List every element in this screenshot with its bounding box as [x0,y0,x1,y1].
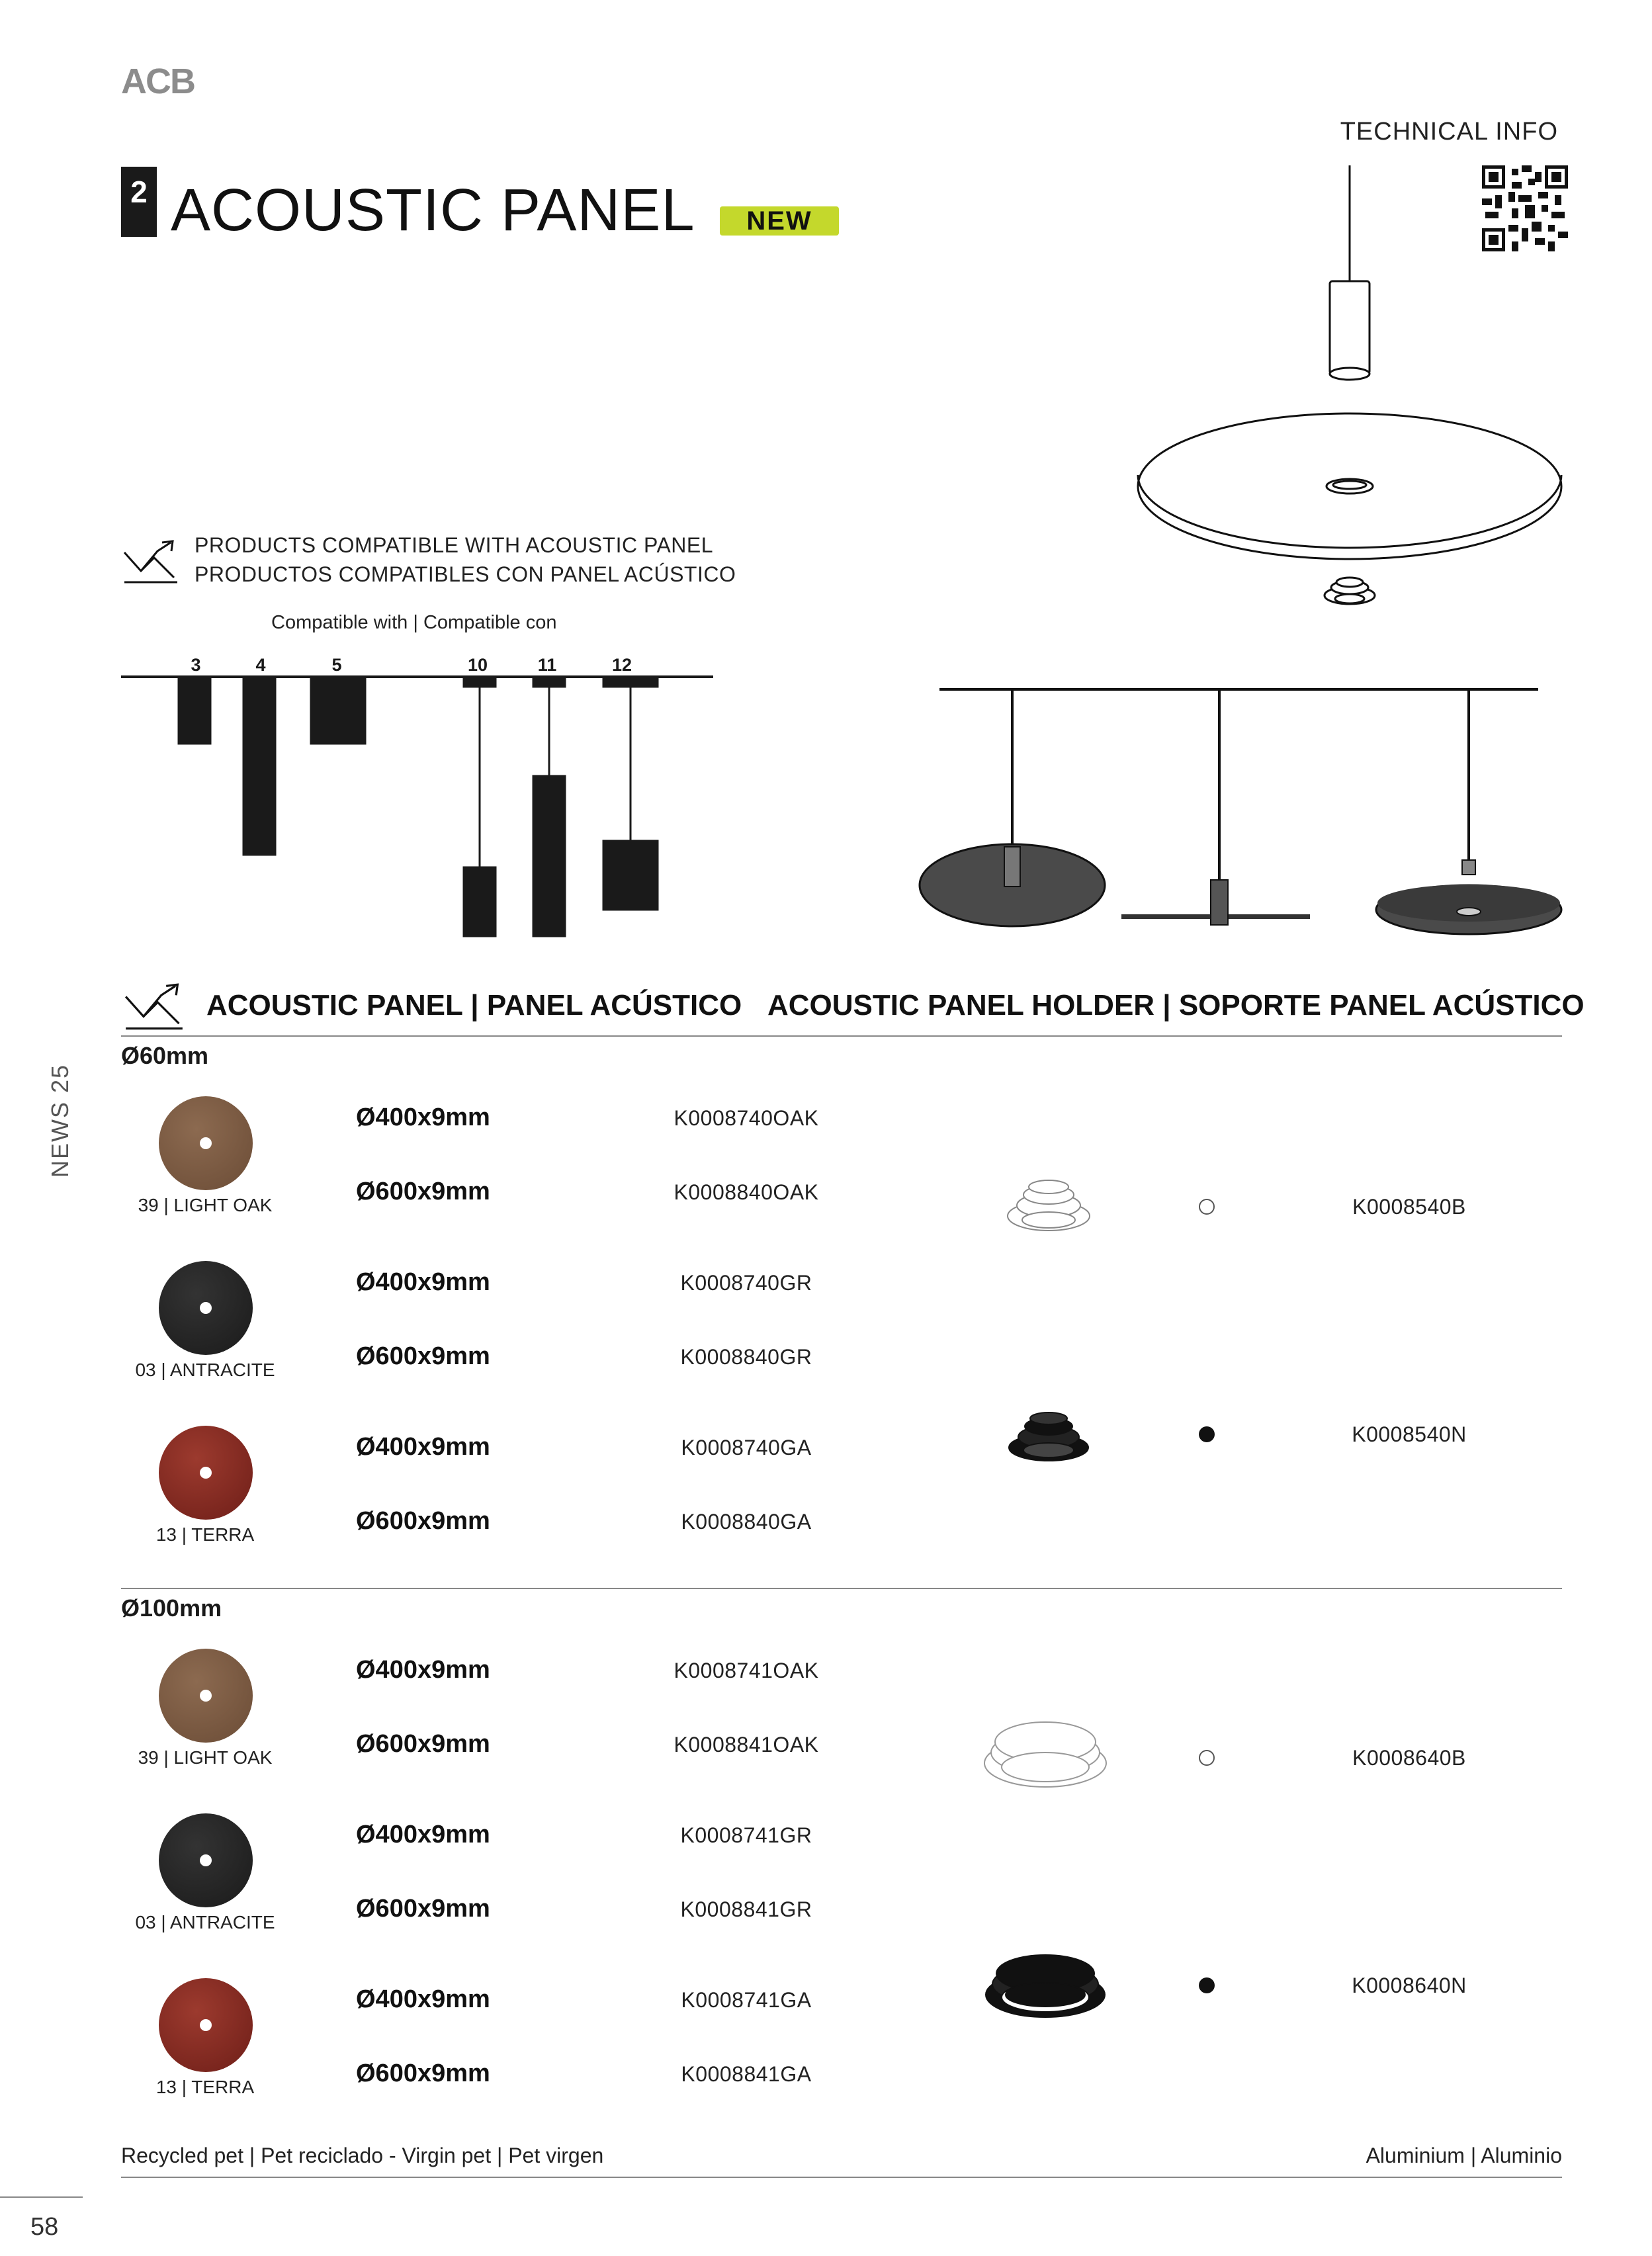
section-heading-holder: ACOUSTIC PANEL HOLDER | SOPORTE PANEL ACÚSTICO [767,989,1585,1021]
product-code[interactable]: K0008741GA [681,1988,812,2012]
finish-label: 13 | TERRA [155,2077,255,2097]
compatibility-heading [195,531,736,589]
compatibility-heading-es: PRODUCTOS COMPATIBLES CON PANEL ACÚSTICO [195,562,736,586]
product-10-shape [463,867,496,937]
divider [121,1035,1562,1037]
diameter-label: Ø100mm [121,1594,222,1622]
page-number: 58 [30,2213,59,2241]
acoustic-panel-pendant-drawing [1125,159,1575,635]
color-dot-black [1199,1977,1215,1993]
diameter-label: Ø60mm [121,1042,209,1069]
trend-arrow-icon [121,539,181,586]
compat-number-12: 12 [611,655,632,675]
product-code[interactable]: K0008841GA [681,2062,812,2086]
size-label: Ø600x9mm [356,1895,490,1923]
color-dot-white [1199,1199,1215,1215]
size-label: Ø600x9mm [356,1178,490,1205]
compat-number-3: 3 [191,655,201,675]
technical-info-label[interactable]: TECHNICAL INFO [1340,118,1558,146]
compat-number-10: 10 [467,655,488,675]
new-badge: NEW [720,206,839,236]
product-5-shape [310,677,366,744]
finish-label: 03 | ANTRACITE [135,1912,275,1932]
holder-black-icon [1006,1403,1092,1469]
product-12-shape [603,840,658,910]
divider [121,2177,1562,2178]
product-11-shape [533,775,566,937]
swatch-light-oak [159,1649,253,1743]
finish-label: 03 | ANTRACITE [135,1360,275,1380]
product-code[interactable]: K0008840GR [680,1345,812,1369]
size-label: Ø400x9mm [356,1104,490,1131]
size-label: Ø600x9mm [356,1342,490,1370]
holder-white-icon [1006,1171,1092,1237]
size-label: Ø400x9mm [356,1268,490,1296]
side-label: NEWS 25 [46,1063,73,1178]
holder-code[interactable]: K0008540N [1352,1422,1467,1446]
color-dot-black [1199,1426,1215,1442]
holder-code[interactable]: K0008640N [1352,1974,1467,1997]
page-number-rule [0,2196,83,2198]
materials-right: Aluminium | Aluminio [1366,2144,1562,2167]
swatch-terra [159,1978,253,2072]
size-label: Ø400x9mm [356,1985,490,2013]
holder-white-icon [979,1710,1111,1796]
product-code[interactable]: K0008740GR [680,1271,812,1295]
trend-arrow-icon [121,982,187,1032]
finish-label: 13 | TERRA [155,1524,255,1545]
size-label: Ø400x9mm [356,1821,490,1848]
size-label: Ø600x9mm [356,2060,490,2087]
product-code[interactable]: K0008741GR [680,1823,812,1847]
compatible-products-silhouettes [121,675,717,953]
track-pendant-drawing [913,681,1575,946]
swatch-antracite [159,1261,253,1355]
product-4-shape [243,677,276,855]
product-code[interactable]: K0008740OAK [674,1106,819,1130]
swatch-antracite [159,1813,253,1907]
compat-number-5: 5 [331,655,342,675]
product-code[interactable]: K0008740GA [681,1436,812,1459]
section-number: 2 [121,167,157,237]
divider [121,1588,1562,1589]
compatibility-subtitle: Compatible with | Compatible con [271,612,557,633]
product-code[interactable]: K0008840GA [681,1510,812,1534]
holder-code[interactable]: K0008540B [1352,1195,1466,1219]
product-code[interactable]: K0008841GR [680,1897,812,1921]
holder-black-icon [979,1942,1111,2028]
product-code[interactable]: K0008741OAK [674,1659,819,1682]
holder-code[interactable]: K0008640B [1352,1746,1466,1770]
brand-logo: ACB [121,62,195,101]
swatch-light-oak [159,1096,253,1190]
finish-label: 39 | LIGHT OAK [138,1747,273,1768]
finish-label: 39 | LIGHT OAK [138,1195,273,1215]
product-code[interactable]: K0008840OAK [674,1180,819,1204]
size-label: Ø600x9mm [356,1507,490,1535]
compat-number-4: 4 [255,655,266,675]
size-label: Ø400x9mm [356,1656,490,1684]
section-heading-panel: ACOUSTIC PANEL | PANEL ACÚSTICO [206,989,742,1021]
size-label: Ø400x9mm [356,1433,490,1461]
swatch-terra [159,1426,253,1520]
materials-left: Recycled pet | Pet reciclado - Virgin pet | Pet virgen [121,2144,604,2167]
size-label: Ø600x9mm [356,1730,490,1758]
compat-number-11: 11 [537,655,557,675]
product-code[interactable]: K0008841OAK [674,1733,819,1757]
page-title: ACOUSTIC PANEL [171,177,695,243]
product-3-shape [178,677,211,744]
color-dot-white [1199,1750,1215,1766]
compatibility-heading-en: PRODUCTS COMPATIBLE WITH ACOUSTIC PANEL [195,533,714,557]
